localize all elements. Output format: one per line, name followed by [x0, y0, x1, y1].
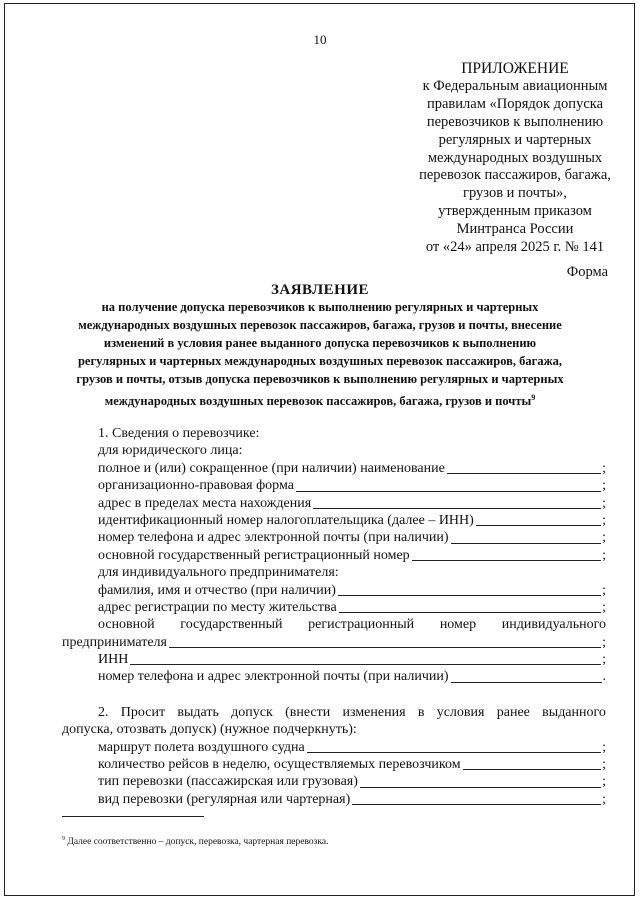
semicolon: ;	[602, 739, 606, 755]
field-label-registration: адрес регистрации по месту жительства	[98, 599, 337, 615]
section1-heading: 1. Сведения о перевозчике:	[98, 425, 260, 441]
document-title	[50, 282, 590, 411]
form-field-row	[62, 495, 606, 512]
word: в	[417, 704, 425, 720]
field-label-ogrnip: предпринимателя	[62, 634, 167, 650]
field-label-inn: идентификационный номер налогоплательщика (далее – ИНН)	[98, 512, 474, 528]
footnote	[62, 836, 328, 847]
word: выдать	[177, 704, 219, 720]
field-label-transport-type: тип перевозки (пассажирская или грузовая)	[98, 774, 358, 790]
word: Просит	[120, 704, 166, 720]
field-line-address[interactable]	[313, 507, 601, 509]
field-line-transport-type[interactable]	[360, 786, 601, 788]
appendix-line: международных воздушных	[427, 149, 603, 166]
semicolon: ;	[602, 495, 606, 511]
semicolon: ;	[602, 634, 606, 650]
appendix-line: от «24» апреля 2025 г. № 141	[425, 239, 605, 256]
form-field-row	[62, 756, 606, 773]
footnote-number: 9	[62, 836, 65, 842]
form-field-row	[62, 529, 606, 546]
title-line: на получение допуска перевозчиков к выполнению регулярных и чартерных	[101, 300, 539, 314]
form-field-row	[62, 599, 606, 616]
section2-continuation: допуска, отозвать допуск) (нужное подчеркнуть):	[62, 722, 357, 738]
form-body	[62, 425, 606, 808]
semicolon: ;	[602, 460, 606, 476]
appendix-line: перевозчиков к выполнению	[426, 113, 604, 130]
field-line-fio[interactable]	[338, 594, 601, 596]
form-label: Форма	[566, 264, 608, 280]
appendix-line: регулярных и чартерных	[438, 131, 592, 148]
field-label-flights: количество рейсов в неделю, осуществляемых перевозчиком	[98, 757, 461, 773]
field-label-inn-ip: ИНН	[98, 652, 129, 668]
field-line-inn-ip[interactable]	[130, 663, 601, 665]
form-field-row	[62, 477, 606, 494]
form-field-row	[62, 668, 606, 685]
form-field-row	[62, 791, 606, 808]
word: 2.	[98, 704, 109, 720]
field-line-inn[interactable]	[476, 524, 601, 526]
field-label-name: полное и (или) сокращенное (при наличии) наименование	[98, 460, 445, 476]
title-line: регулярных и чартерных международных воздушных перевозок пассажиров, багажа,	[77, 353, 563, 368]
field-label-route: маршрут полета воздушного судна	[98, 739, 305, 755]
section2-heading	[62, 704, 606, 721]
word: регистрационный	[308, 617, 415, 633]
appendix-line: утвержденным приказом	[438, 203, 592, 220]
word: условия	[436, 704, 485, 720]
word: индивидуального	[501, 617, 606, 633]
title-line: международных воздушных перевозок пассажиров, багажа, грузов и почты, внесение	[78, 317, 562, 332]
word: государственный	[180, 617, 283, 633]
semicolon: ;	[602, 757, 606, 773]
footnote-text: Далее соответственно – допуск, перевозка, чартерная перевозка.	[67, 837, 329, 848]
form-field-row	[62, 651, 606, 668]
field-label-address: адрес в пределах места нахождения	[98, 495, 312, 511]
word: номер	[439, 617, 477, 633]
period: .	[602, 669, 606, 685]
legal-entity-label: для юридического лица:	[98, 443, 243, 459]
semicolon: ;	[602, 478, 606, 494]
footnote-separator	[62, 816, 204, 817]
field-line-route[interactable]	[307, 751, 601, 753]
semicolon: ;	[602, 530, 606, 546]
word: основной	[98, 617, 155, 633]
appendix-line: правилам «Порядок допуска	[426, 95, 604, 112]
field-label-ogrn: основной государственный регистрационный номер	[98, 547, 410, 563]
footnote-mark: 9	[531, 392, 536, 402]
semicolon: ;	[602, 582, 606, 598]
field-line-ogrn[interactable]	[412, 559, 601, 561]
form-field-row	[62, 512, 606, 529]
semicolon: ;	[602, 547, 606, 563]
appendix-heading: ПРИЛОЖЕНИЕ	[461, 60, 569, 77]
field-label-phone: номер телефона и адрес электронной почты (при наличии)	[98, 530, 449, 546]
form-field-row	[62, 773, 606, 790]
field-line-phone-ip[interactable]	[451, 681, 602, 683]
word: выданного	[542, 704, 606, 720]
word: допуск	[231, 704, 273, 720]
field-line-legal-form[interactable]	[296, 490, 601, 492]
semicolon: ;	[602, 512, 606, 528]
page-number: 10	[313, 32, 327, 47]
field-line-name[interactable]	[447, 472, 601, 474]
form-field-row	[62, 547, 606, 564]
field-line-registration[interactable]	[339, 611, 601, 613]
form-field-row	[62, 460, 606, 477]
ogrnip-label-row	[62, 616, 606, 633]
semicolon: ;	[602, 791, 606, 807]
field-line-flights[interactable]	[463, 768, 602, 770]
field-line-phone[interactable]	[451, 542, 602, 544]
field-label-legal-form: организационно-правовая форма	[98, 478, 294, 494]
title-line: изменений в условия ранее выданного допуска перевозчиков к выполнению	[103, 335, 537, 350]
appendix-line: перевозок пассажиров, багажа,	[419, 167, 611, 184]
appendix-line: Минтранса России	[456, 221, 574, 238]
semicolon: ;	[602, 774, 606, 790]
form-field-row	[62, 582, 606, 599]
entrepreneur-label: для индивидуального предпринимателя:	[98, 565, 339, 581]
field-label-fio: фамилия, имя и отчество (при наличии)	[98, 582, 336, 598]
appendix-block	[390, 60, 640, 257]
field-label-phone-ip: номер телефона и адрес электронной почты (при наличии)	[98, 669, 449, 685]
field-label-transport-kind: вид перевозки (регулярная или чартерная)	[98, 791, 351, 807]
title-line: грузов и почты, отзыв допуска перевозчиков к выполнению регулярных и чартерных	[76, 371, 564, 386]
semicolon: ;	[602, 652, 606, 668]
form-field-row	[62, 634, 606, 651]
form-field-row	[62, 739, 606, 756]
field-line-transport-kind[interactable]	[352, 803, 601, 805]
semicolon: ;	[602, 599, 606, 615]
word: (внести	[285, 704, 331, 720]
field-line-ogrnip[interactable]	[169, 646, 601, 648]
appendix-line: грузов и почты»,	[463, 185, 567, 202]
title-line: международных воздушных перевозок пассажиров, багажа, грузов и почты	[104, 393, 532, 408]
appendix-line: к Федеральным авиационным	[422, 77, 608, 94]
word: изменения	[342, 704, 406, 720]
title-main: ЗАЯВЛЕНИЕ	[270, 282, 370, 298]
word: ранее	[496, 704, 530, 720]
